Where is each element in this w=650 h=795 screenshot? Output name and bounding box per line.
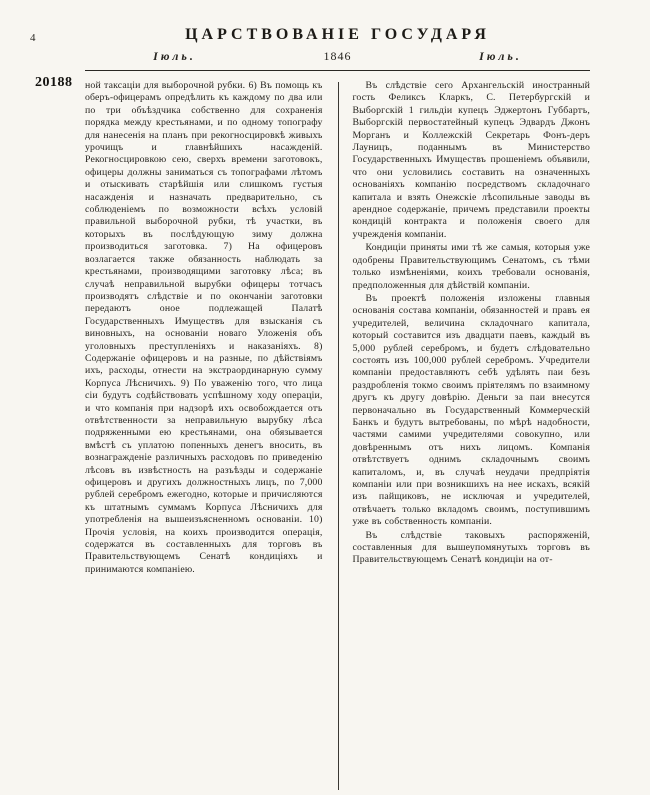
left-column	[35, 75, 323, 790]
dateline-month-left: Іюль.	[153, 49, 196, 63]
right-column	[353, 80, 591, 790]
dateline-month-right: Іюль.	[479, 49, 522, 63]
paragraph: Въ проектѣ положенія изложены главныя основанія состава компаніи, обязанностей и правъ ея учредителей, величина складочнаго капитала, который составится изъ двадцати паевъ, каждый въ 5,000 рублей серебромъ, и будетъ слѣдовательно состоять изъ 100,000 рублей серебромъ. Учредители компаніи предоставляютъ себѣ удѣлять паи безъ раздробленія токмо своимъ пріятелямъ по взаимному другъ къ другу довѣрію. Деньги за паи внесутся первоначально въ Государственный Коммерческій Банкъ и будутъ вытребованы, по мѣрѣ надобности, частями самими учредителями совокупно, или довѣреннымъ отъ нихъ лицомъ. Компанія отвѣтствуетъ однимъ складочнымъ своимъ капиталомъ, и, въ случаѣ неудачи предпріятія компаніи или при возникшихъ на нее искахъ, всякій изъ пайщиковъ, не исключая и учредителей, отвѣчаетъ только вкладомъ своимъ, поступившимъ уже въ собственность компаніи.	[352, 292, 590, 528]
dateline	[85, 49, 590, 64]
page-title: ЦАРСТВОВАНІЕ ГОСУДАРЯ	[185, 26, 490, 43]
page-header	[30, 26, 590, 71]
page-number: 4	[30, 32, 36, 44]
paragraph-text: ной таксаціи для выборочной рубки. 6) Въ помощь къ оберъ-офицерамъ опредѣлить къ каждому по два или по три объѣздчика собственно для сохраненія порядка между крестьянами, и по одному топографу для нанесенія на планъ при рекогносцировкѣ живыхъ урочищъ и главнѣйшихъ насажденій. Рекогносцировкою сею, сверхъ времени заготовокъ, офицеры должны заниматься съ топографами лѣтомъ и отыскивать старѣйшія или слишкомъ густыя насажденія и назначать предварительно, съ соблюденіемъ по возможности всѣхъ условій правильной выборочной рубки, тѣ участки, въ которыхъ въ послѣдующую зиму должна производиться заготовка. 7) На офицеровъ возлагается также обязанность наблюдать за крестьянами, производящими заготовку лѣса; въ случаѣ неправильной вырубки офицеры тотчасъ производятъ слѣдствіе и по окончаніи заготовки передаютъ оное подлежащей Палатѣ Государственныхъ Имуществъ для взысканія съ виновныхъ, на основаніи новаго Уложенія объ уголовныхъ преступленіяхъ и наказаніяхъ. 8) Содержаніе офицеровъ и на разные, по дѣйствіямъ ихъ, расходы, отнести на экстраординарную сумму Корпуса Лѣсничихъ. 9) По уваженію того, что лица сіи будутъ содѣйствовать успѣшному ходу операціи, и что компанія при надзорѣ ихъ освобождается отъ отвѣтственности за неправильную вырубку лѣса подряженными ею крестьянами, она обязывается вмѣстѣ съ уплатою попенныхъ денегъ вносить, въ вознагражденіе различныхъ расходовъ по приведенію лѣсовъ въ извѣстность на разъѣзды и содержаніе офицеровъ и другихъ должностныхъ лицъ, по 7,000 рублей серебромъ ежегодно, которые и причисляются къ штатнымъ суммамъ Корпуса Лѣсничихъ для употребленія на вышеизъясненномъ основаніи. 10) Прочія условія, на коихъ производится операція, содержатся въ составленныхъ для торговъ въ Правительствующемъ Сенатѣ кондиціяхъ и принимаются компаніею.	[85, 80, 323, 575]
paragraph: Въ слѣдствіе сего Архангельскій иностранный гость Феликсъ Кларкъ, С. Петербургскій и Выборгскій 1 гильдіи купецъ Эджертонъ Губбартъ, Выборгскій первостатейный купецъ Эдвардъ Джонъ Морганъ и Коллежскій Секретарь Фонъ-деръ Лауницъ, поданнымъ въ Министерство Государственныхъ Имуществъ прошеніемъ объявили, что они условились составить на означенныхъ основаніяхъ компанію посредствомъ складочнаго капитала и взять Онежскіе лѣсопильные заводы въ арендное содержаніе, причемъ представили проекты кондицій контракта и положенія своего для учрежденія компаніи.	[352, 80, 590, 240]
dateline-year: 1846	[323, 49, 352, 63]
text-columns	[35, 75, 590, 790]
paragraph	[35, 75, 323, 576]
header-rule	[85, 70, 590, 71]
column-divider	[338, 82, 339, 790]
paragraph: Въ слѣдствіе таковыхъ распоряженій, составленныя для вышеупомянутыхъ торговъ въ Правительствующемъ Сенатѣ кондиціи на от-	[352, 529, 590, 566]
article-number: 20188	[35, 75, 73, 90]
paragraph: Кондиціи приняты ими тѣ же самыя, которыя уже одобрены Правительствующимъ Сенатомъ, съ тѣми только измѣненіями, коихъ требовали основанія, предположенныя для дѣйствій компаніи.	[352, 242, 590, 291]
